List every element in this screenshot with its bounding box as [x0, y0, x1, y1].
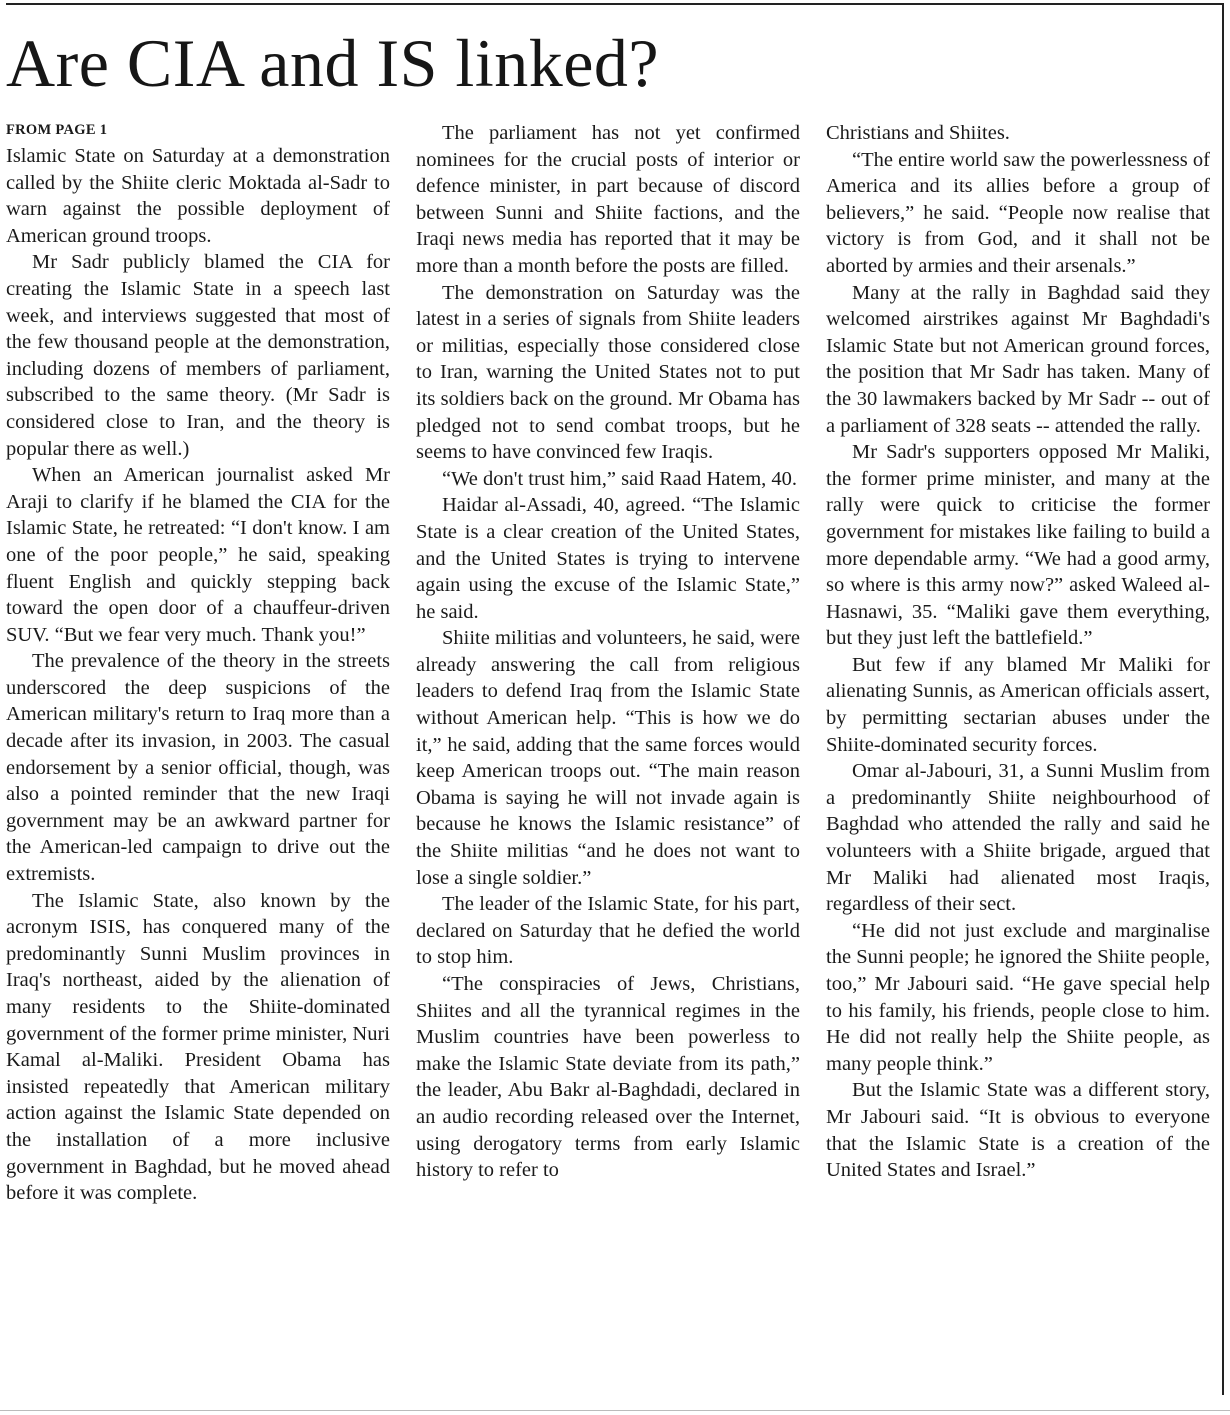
right-rule: [1222, 3, 1224, 1395]
paragraph: The Islamic State, also known by the acronym ISIS, has conquered many of the predominantly Sunni Muslim provinces in Iraq's northeast, aided by the alienation of many residents to the Shiite-dominated government of the former prime minister, Nuri Kamal al-Maliki. President Obama has insisted repeatedly that American military action against the Islamic State depended on the installation of a more inclusive government in Baghdad, but he moved ahead before it was complete.: [6, 889, 390, 1205]
article-column-2: [416, 120, 800, 1400]
paragraph: Omar al-Jabouri, 31, a Sunni Muslim from a predominantly Shiite neighbourhood of Baghdad who attended the rally and said he volunteers with a Shiite brigade, argued that Mr Maliki had alienated most Iraqis, regardless of their sect.: [826, 760, 1210, 916]
paragraph: Christians and Shiites.: [826, 122, 1010, 144]
headline: Are CIA and IS linked?: [6, 25, 660, 101]
article-column-1: [6, 120, 390, 1400]
paragraph: The parliament has not yet confirmed nominees for the crucial posts of interior or defence minister, in part because of discord between Sunni and Shiite factions, and the Iraqi news media has reported that it may be more than a month before the posts are filled.: [416, 122, 800, 277]
paragraph: But the Islamic State was a different story, Mr Jabouri said. “It is obvious to everyone that the Islamic State is a creation of the United States and Israel.”: [826, 1079, 1210, 1182]
from-page-kicker: FROM PAGE 1: [6, 122, 108, 138]
paragraph: Shiite militias and volunteers, he said, were already answering the call from religious leaders to defend Iraq from the Islamic State without American help. “This is how we do it,” he said, adding that the same forces would keep American troops out. “The main reason Obama is saying he will not invade again is because he knows the Islamic resistance” of the Shiite militias “and he does not want to lose a single soldier.”: [416, 627, 800, 889]
paragraph: Mr Sadr's supporters opposed Mr Maliki, the former prime minister, and many at the rally were quick to criticise the former government for mistakes like failing to build a more dependable army. “We had a good army, so where is this army now?” asked Waleed al-Hasnawi, 35. “Maliki gave them everything, but they just left the battlefield.”: [826, 441, 1210, 650]
paragraph: “He did not just exclude and marginalise the Sunni people; he ignored the Shiite people, too,” Mr Jabouri said. “He gave special help to his family, his friends, people close to him. He did not really help the Shiite people, as many people think.”: [826, 919, 1210, 1075]
bottom-rule: [0, 1410, 1230, 1411]
paragraph: “We don't trust him,” said Raad Hatem, 40.: [442, 467, 798, 490]
paragraph: “The entire world saw the powerlessness of America and its allies before a group of believers,” he said. “People now realise that victory is from God, and it shall not be aborted by armies and their arsenals.”: [826, 148, 1210, 277]
paragraph: Mr Sadr publicly blamed the CIA for creating the Islamic State in a speech last week, and interviews suggested that most of the few thousand people at the demonstration, including dozens of members of parliament, subscribed to the same theory. (Mr Sadr is considered close to Iran, and the theory is popular there as well.): [6, 251, 390, 460]
paragraph: But few if any blamed Mr Maliki for alienating Sunnis, as American officials assert, by permitting sectarian abuses under the Shiite-dominated security forces.: [826, 653, 1210, 756]
paragraph: Islamic State on Saturday at a demonstration called by the Shiite cleric Moktada al-Sadr to warn against the possible deployment of American ground troops.: [6, 145, 390, 247]
paragraph: The prevalence of the theory in the streets underscored the deep suspicions of the American military's return to Iraq more than a decade after its invasion, in 2003. The casual endorsement by a senior official, though, was also a pointed reminder that the new Iraqi government may be an awkward partner for the American-led campaign to drive out the extremists.: [6, 650, 390, 886]
paragraph: The leader of the Islamic State, for his part, declared on Saturday that he defied the world to stop him.: [416, 893, 800, 969]
paragraph: Haidar al-Assadi, 40, agreed. “The Islamic State is a clear creation of the United States, and the United States is trying to intervene again using the excuse of the Islamic State,” he said.: [416, 494, 800, 623]
paragraph: Many at the rally in Baghdad said they welcomed airstrikes against Mr Baghdadi's Islamic State but not American ground forces, the position that Mr Sadr has taken. Many of the 30 lawmakers backed by Mr Sadr -- out of a parliament of 328 seats -- attended the rally.: [826, 281, 1210, 437]
paragraph: The demonstration on Saturday was the latest in a series of signals from Shiite leaders or militias, especially those considered close to Iran, warning the United States not to put its soldiers back on the ground. Mr Obama has pledged not to send combat troops, but he seems to have convinced few Iraqis.: [416, 281, 800, 464]
top-rule: [6, 3, 1224, 5]
paragraph: When an American journalist asked Mr Araji to clarify if he blamed the CIA for the Islamic State, he retreated: “I don't know. I am one of the poor people,” he said, speaking fluent English and quickly stepping back toward the open door of a chauffeur-driven SUV. “But we fear very much. Thank you!”: [6, 464, 390, 646]
article-column-3: [826, 120, 1210, 1400]
paragraph: “The conspiracies of Jews, Christians, Shiites and all the tyrannical regimes in the Muslim countries have been powerless to make the Islamic State deviate from its path,” the leader, Abu Bakr al-Baghdadi, declared in an audio recording released over the Internet, using derogatory terms from early Islamic history to refer to: [416, 973, 800, 1182]
